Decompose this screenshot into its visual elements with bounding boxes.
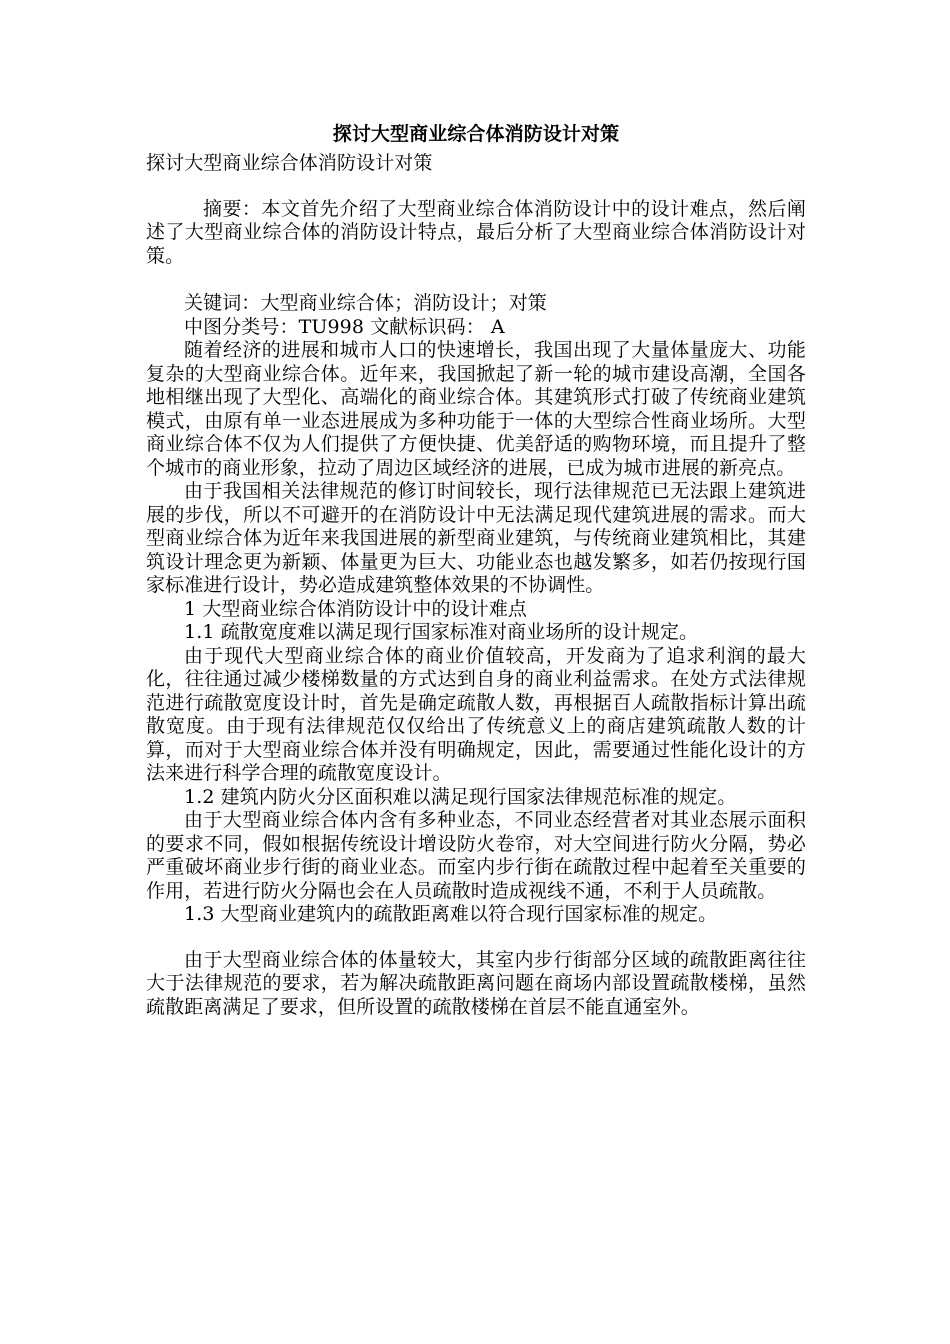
body-paragraph-2: 由于我国相关法律规范的修订时间较长，现行法律规范已无法跟上建筑进展的步伐，所以不可避开的在消防设计中无法满足现代建筑进展的需求。而大型商业综合体为近年来我国进展的新型商业建筑，与传统商业建筑相比，其建筑设计理念更为新颖、体量更为巨大、功能业态也越发繁多，如若仍按现行国家标准进行设计，势必造成建筑整体效果的不协调性。 [146,480,806,596]
document-subtitle: 探讨大型商业综合体消防设计对策 [146,152,433,174]
section-heading-1-1: 1.1 疏散宽度难以满足现行国家标准对商业场所的设计规定。 [184,621,699,643]
body-paragraph-5: 由于大型商业综合体的体量较大，其室内步行街部分区域的疏散距离往往大于法律规范的要求，若为解决疏散距离问题在商场内部设置疏散楼梯，虽然疏散距离满足了要求，但所设置的疏散楼梯在首层不能直通室外。 [146,948,806,1018]
body-paragraph-4: 由于大型商业综合体内含有多种业态，不同业态经营者对其业态展示面积的要求不同，假如根据传统设计增设防火卷帘，对大空间进行防火分隔，势必严重破坏商业步行街的商业业态。而室内步行街在疏散过程中起着至关重要的作用，若进行防火分隔也会在人员疏散时造成视线不通，不利于人员疏散。 [146,809,806,902]
section-heading-1-2: 1.2 建筑内防火分区面积难以满足现行国家法律规范标准的规定。 [184,785,737,808]
document-title: 探讨大型商业综合体消防设计对策 [332,123,620,145]
abstract-paragraph: 摘要：本文首先介绍了大型商业综合体消防设计中的设计难点，然后阐述了大型商业综合体的消防设计特点，最后分析了大型商业综合体消防设计对策。 [146,197,806,267]
section-heading-1-3: 1.3 大型商业建筑内的疏散距离难以符合现行国家标准的规定。 [184,903,718,925]
section-heading-1: 1 大型商业综合体消防设计中的设计难点 [184,597,528,620]
body-paragraph-1: 随着经济的进展和城市人口的快速增长，我国出现了大量体量庞大、功能复杂的大型商业综合体。近年来，我国掀起了新一轮的城市建设高潮，全国各地相继出现了大型化、高端化的商业综合体。其建筑形式打破了传统商业建筑模式，由原有单一业态进展成为多种功能于一体的大型综合性商业场所。大型商业综合体不仅为人们提供了方便快捷、优美舒适的购物环境，而且提升了整个城市的商业形象，拉动了周边区域经济的进展，已成为城市进展的新亮点。 [146,339,806,479]
body-paragraph-3: 由于现代大型商业综合体的商业价值较高，开发商为了追求利润的最大化，往往通过减少楼梯数量的方式达到自身的商业利益需求。在处方式法律规范进行疏散宽度设计时，首先是确定疏散人数，再根据百人疏散指标计算出疏散宽度。由于现有法律规范仅仅给出了传统意义上的商店建筑疏散人数的计算，而对于大型商业综合体并没有明确规定，因此，需要通过性能化设计的方法来进行科学合理的疏散宽度设计。 [146,644,806,784]
keywords-line: 关键词：大型商业综合体；消防设计；对策 [184,292,547,314]
document-page [146,118,806,1019]
classification-line: 中图分类号：TU998 文献标识码： A [184,315,505,338]
